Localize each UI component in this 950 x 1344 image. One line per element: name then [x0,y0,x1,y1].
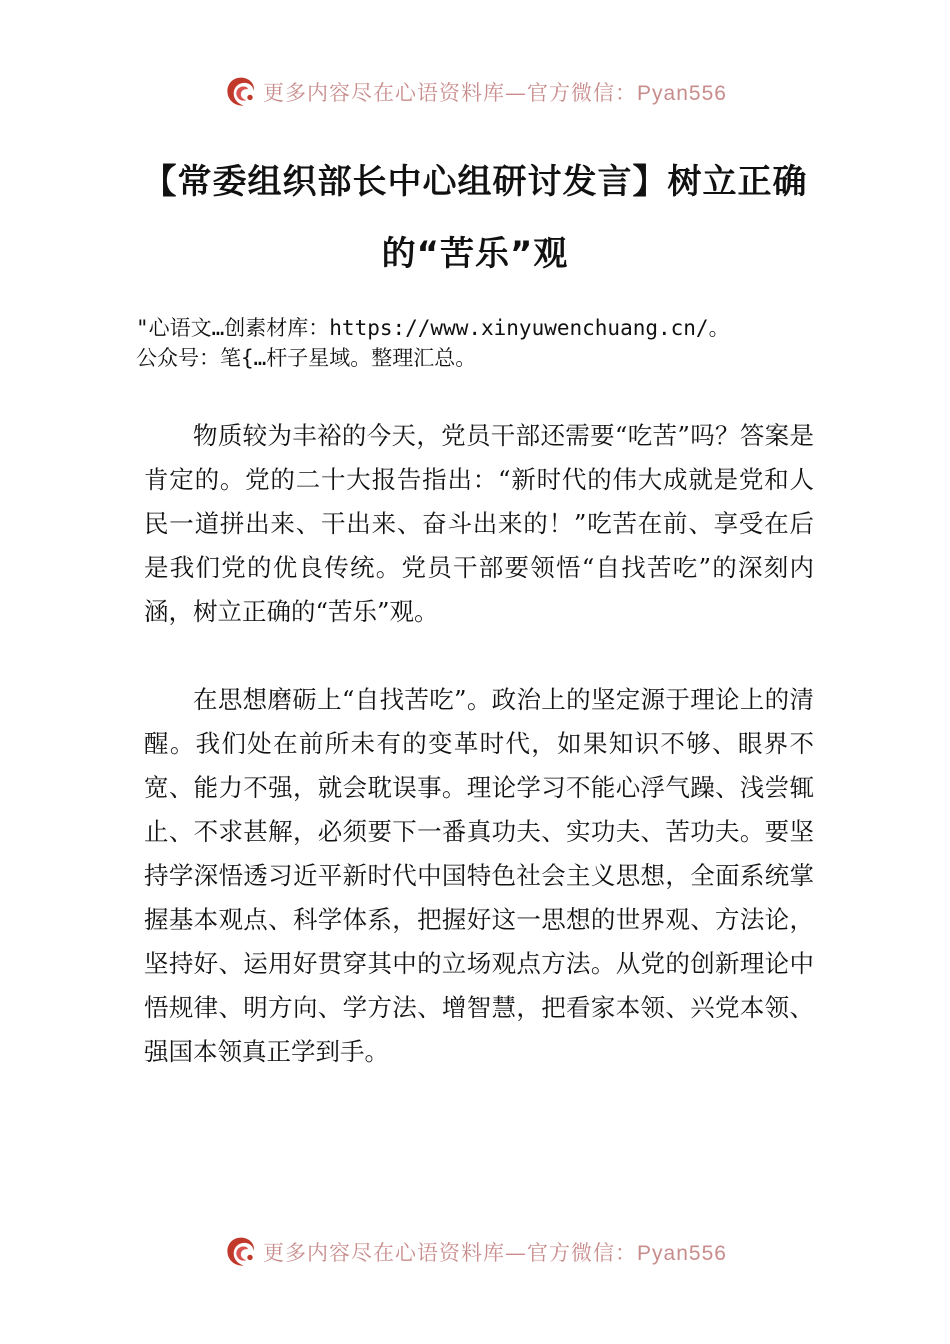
red-swirl-logo-icon [223,74,259,110]
title-line-2: 的“苦乐”观 [381,234,569,274]
footer-banner [0,1230,950,1274]
header-banner [0,70,950,114]
red-swirl-logo-icon [223,1234,259,1270]
banner-text: 更多内容尽在心语资料库—官方微信：Pyan556 [263,81,727,105]
source-note [136,313,826,373]
wechat-id: Pyan556 [637,82,727,105]
title-line-1: 【常委组织部长中心组研讨发言】树立正确 [142,162,808,202]
body-paragraph-2: 在思想磨砺上“自找苦吃”。政治上的坚定源于理论上的清醒。我们处在前所未有的变革时代，如果知识不够、眼界不宽、能力不强，就会耽误事。理论学习不能心浮气躁、浅尝辄止、不求甚解，必须要下一番真功夫、实功夫、苦功夫。要坚持学深悟透习近平新时代中国特色社会主义思想，全面系统掌握基本观点、科学体系，把握好这一思想的世界观、方法论，坚持好、运用好贯穿其中的立场观点方法。从党的创新理论中悟规律、明方向、学方法、增智慧，把看家本领、兴党本领、强国本领真正学到手。 [144,685,814,1066]
source-line-1: "心语文…创素材库：https://www.xinyuwenchuang.cn/。 [136,316,730,340]
body-paragraph-1: 物质较为丰裕的今天，党员干部还需要“吃苦”吗？答案是肯定的。党的二十大报告指出：“新时代的伟大成就是党和人民一道拼出来、干出来、奋斗出来的！”吃苦在前、享受在后是我们党的优良传统。党员干部要领悟“自找苦吃”的深刻内涵，树立正确的“苦乐”观。 [144,421,814,626]
wechat-id: Pyan556 [637,1242,727,1265]
banner-text: 更多内容尽在心语资料库—官方微信：Pyan556 [263,1241,727,1265]
source-line-2: 公众号：笔{…杆子星域。整理汇总。 [136,346,477,370]
document-title [100,146,850,290]
